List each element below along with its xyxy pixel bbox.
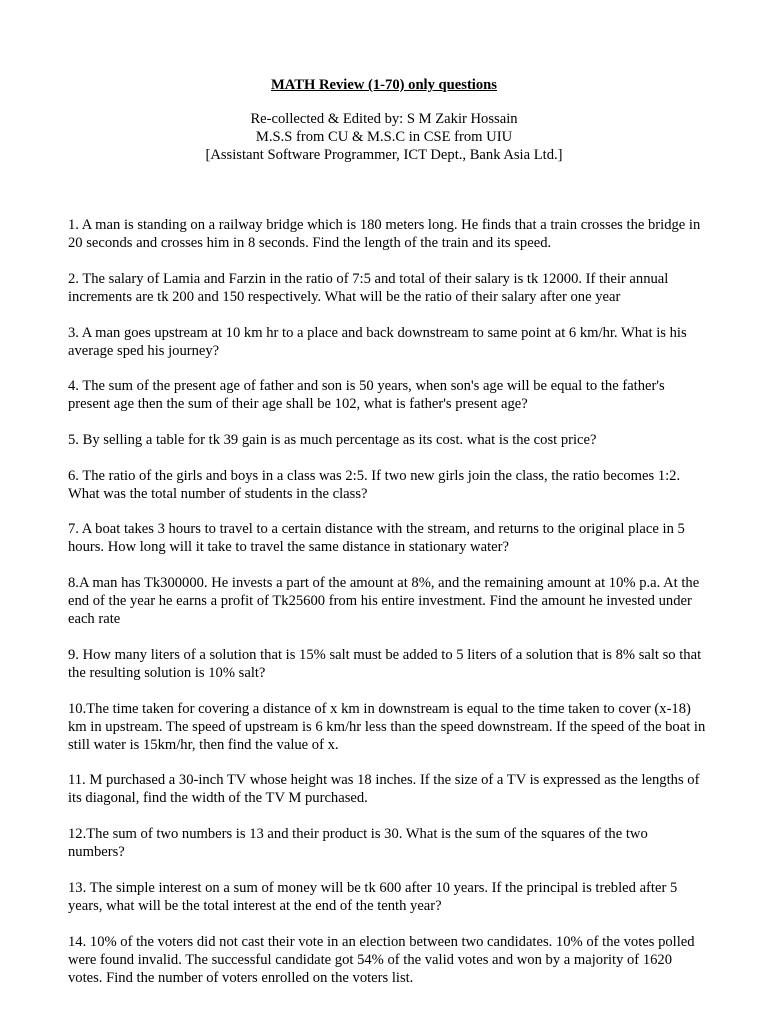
question-line: 13. The simple interest on a sum of money will be tk 600 after 10 years. If the principal is trebled after 5 [68, 880, 678, 896]
question-9 [68, 646, 732, 682]
question-line: end of the year he earns a profit of Tk25600 from his entire investment. Find the amount he invested under [68, 593, 692, 609]
question-line: 4. The sum of the present age of father and son is 50 years, when son's age will be equal to the father's [68, 378, 665, 394]
editor-degree: M.S.S from CU & M.S.C in CSE from UIU [255, 129, 513, 145]
question-line: were found invalid. The successful candidate got 54% of the valid votes and won by a majority of 1620 [68, 952, 673, 968]
question-line: the resulting solution is 10% salt? [68, 665, 266, 681]
question-line: average sped his journey? [68, 343, 220, 359]
page-title: MATH Review (1-70) only questions [271, 77, 497, 93]
question-line: 10.The time taken for covering a distance of x km in downstream is equal to the time taken to cover (x-18) [68, 701, 691, 717]
editor-position: [Assistant Software Programmer, ICT Dept., Bank Asia Ltd.] [205, 147, 563, 163]
question-5 [68, 431, 732, 449]
question-11 [68, 771, 732, 807]
question-12 [68, 825, 732, 861]
question-line: km in upstream. The speed of upstream is 6 km/hr less than the speed downstream. If the speed of the boat in [68, 719, 706, 735]
question-13 [68, 879, 732, 915]
question-6 [68, 467, 732, 503]
question-line: 20 seconds and crosses him in 8 seconds. Find the length of the train and its speed. [68, 235, 552, 251]
question-line: 5. By selling a table for tk 39 gain is as much percentage as its cost. what is the cost price? [68, 432, 597, 448]
question-line: present age then the sum of their age shall be 102, what is father's present age? [68, 396, 528, 412]
question-line: 8.A man has Tk300000. He invests a part of the amount at 8%, and the remaining amount at 10% p.a. At the [68, 575, 700, 591]
editor-credit: Re-collected & Edited by: S M Zakir Hossain [250, 111, 518, 127]
question-line: 12.The sum of two numbers is 13 and their product is 30. What is the sum of the squares of the two [68, 826, 648, 842]
question-7 [68, 520, 732, 556]
question-line: 3. A man goes upstream at 10 km hr to a place and back downstream to same point at 6 km/hr. What is his [68, 325, 687, 341]
question-2 [68, 270, 732, 306]
question-line: 9. How many liters of a solution that is 15% salt must be added to 5 liters of a solution that is 8% salt so that [68, 647, 702, 663]
question-line: increments are tk 200 and 150 respectively. What will be the ratio of their salary after one year [68, 289, 621, 305]
question-line: numbers? [68, 844, 125, 860]
question-line: its diagonal, find the width of the TV M purchased. [68, 790, 368, 806]
question-line: votes. Find the number of voters enrolled on the voters list. [68, 970, 414, 986]
question-line: 6. The ratio of the girls and boys in a class was 2:5. If two new girls join the class, the ratio becomes 1:2. [68, 468, 681, 484]
question-8 [68, 574, 732, 628]
question-line: years, what will be the total interest at the end of the tenth year? [68, 898, 442, 914]
question-4 [68, 377, 732, 413]
question-line: 2. The salary of Lamia and Farzin in the ratio of 7:5 and total of their salary is tk 12000. If their annual [68, 271, 669, 287]
question-line: 11. M purchased a 30-inch TV whose height was 18 inches. If the size of a TV is expressed as the lengths of [68, 772, 700, 788]
question-line: hours. How long will it take to travel the same distance in stationary water? [68, 539, 509, 555]
question-14 [68, 933, 732, 987]
question-line: 14. 10% of the voters did not cast their vote in an election between two candidates. 10% of the votes polled [68, 934, 695, 950]
question-3 [68, 324, 732, 360]
question-line: What was the total number of students in the class? [68, 486, 368, 502]
question-10 [68, 700, 732, 754]
question-line: each rate [68, 611, 121, 627]
question-1 [68, 216, 732, 252]
question-line: 7. A boat takes 3 hours to travel to a certain distance with the stream, and returns to the original place in 5 [68, 521, 685, 537]
question-line: 1. A man is standing on a railway bridge which is 180 meters long. He finds that a train crosses the bridge in [68, 217, 701, 233]
question-line: still water is 15km/hr, then find the value of x. [68, 737, 339, 753]
